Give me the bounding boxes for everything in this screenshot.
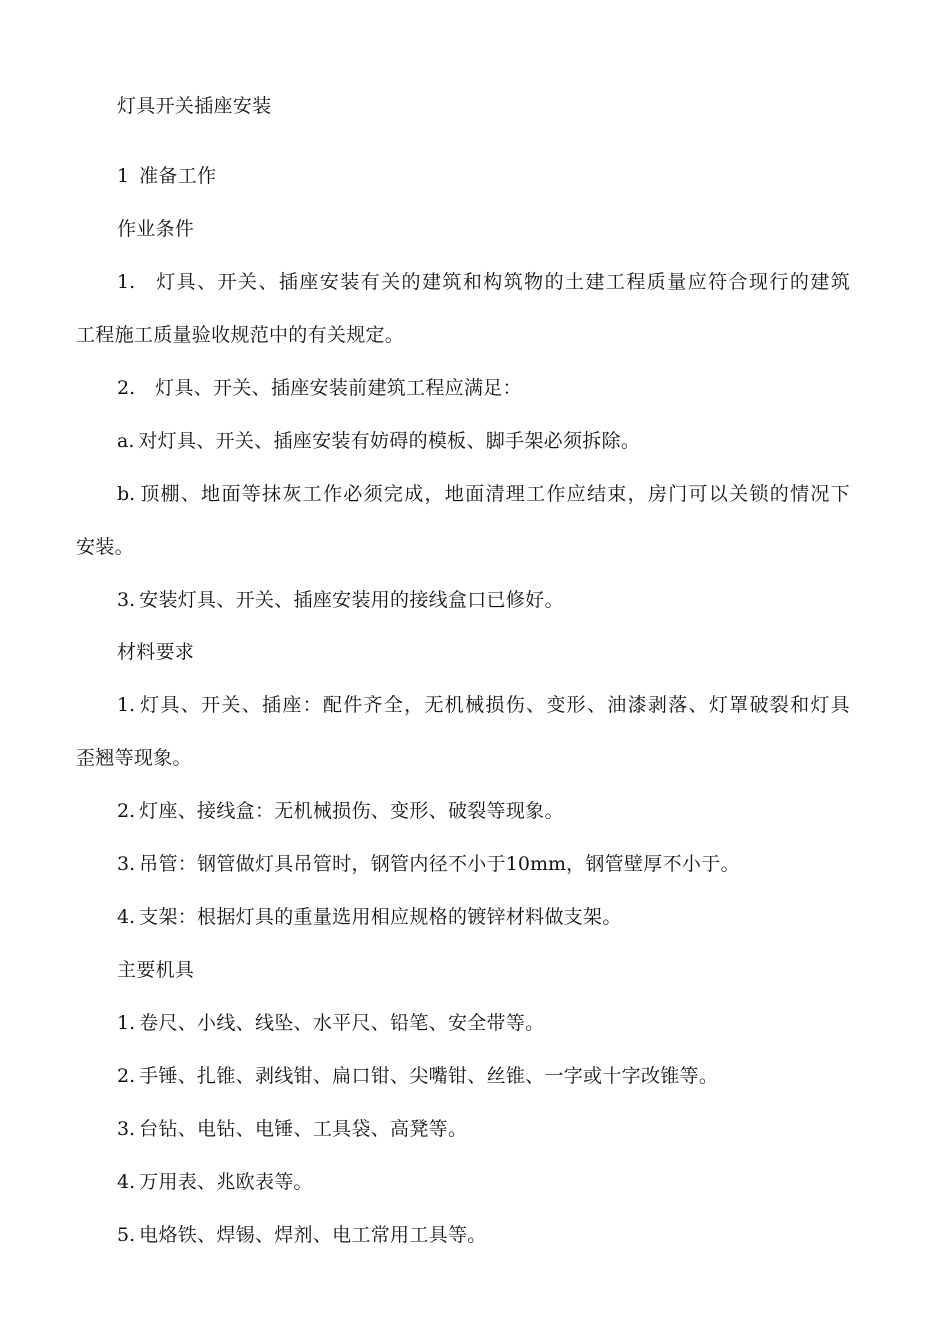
- subheading-main-tools: [117, 958, 194, 982]
- list-number: 1.: [117, 694, 136, 716]
- subheading-material-requirements: [117, 640, 194, 664]
- list-text: 台钻、电钻、电锤、工具袋、高凳等。: [139, 1118, 468, 1140]
- list-number: 2.: [117, 800, 136, 822]
- list-text: 灯座、接线盒：无机械损伤、变形、破裂等现象。: [139, 800, 564, 822]
- tool-item-5: [117, 1223, 487, 1247]
- list-number: 3.: [117, 589, 136, 611]
- tool-item-2: [117, 1064, 718, 1088]
- list-text: 顶棚、地面等抹灰工作必须完成，地面清理工作应结束，房门可以关锁的情况下: [139, 483, 850, 505]
- list-text: 电烙铁、焊锡、焊剂、电工常用工具等。: [139, 1224, 487, 1246]
- list-number: 3.: [117, 1118, 136, 1140]
- work-condition-item-1: [117, 270, 850, 294]
- work-condition-item-2a: [117, 429, 640, 453]
- work-condition-item-2: [117, 376, 522, 400]
- list-text: 手锤、扎锥、剥线钳、扁口钳、尖嘴钳、丝锥、一字或十字改锥等。: [139, 1065, 719, 1087]
- work-condition-item-3: [117, 588, 564, 612]
- measurement-value: 10mm: [505, 853, 567, 875]
- list-text: 安装。: [76, 536, 134, 558]
- list-label: a.: [117, 430, 135, 452]
- list-number: 4.: [117, 1171, 136, 1193]
- list-text: 灯具、开关、插座：配件齐全，无机械损伤、变形、油漆剥落、灯罩破裂和灯具: [139, 694, 850, 716]
- list-text: 支架：根据灯具的重量选用相应规格的镀锌材料做支架。: [139, 906, 622, 928]
- list-text: 对灯具、开关、插座安装有妨碍的模板、脚手架必须拆除。: [138, 430, 641, 452]
- material-item-3: [117, 852, 740, 876]
- tool-item-4: [117, 1170, 313, 1194]
- list-text: 万用表、兆欧表等。: [139, 1171, 313, 1193]
- work-condition-item-1-continuation: [76, 323, 404, 347]
- work-condition-item-2b-continuation: [76, 535, 134, 559]
- list-number: 4.: [117, 906, 136, 928]
- material-item-4: [117, 905, 622, 929]
- list-number: 2.: [117, 377, 136, 399]
- list-number: 2.: [117, 1065, 136, 1087]
- document-title: [117, 94, 271, 118]
- list-number: 5.: [117, 1224, 136, 1246]
- document-title-text: 灯具开关插座安装: [117, 95, 272, 117]
- list-text: 工程施工质量验收规范中的有关规定。: [76, 324, 405, 346]
- list-text: 卷尺、小线、线坠、水平尺、铅笔、安全带等。: [139, 1012, 545, 1034]
- tool-item-1: [117, 1011, 544, 1035]
- list-text: ，钢管壁厚不小于。: [566, 853, 740, 875]
- list-number: 1.: [117, 271, 136, 293]
- list-label: b.: [117, 483, 136, 505]
- material-item-1-continuation: [76, 746, 192, 770]
- list-text: 吊管：钢管做灯具吊管时，钢管内径不小于: [139, 853, 506, 875]
- list-text: 灯具、开关、插座安装前建筑工程应满足：: [155, 377, 522, 399]
- list-number: 1.: [117, 1012, 136, 1034]
- subheading-text: 主要机具: [117, 959, 195, 981]
- list-text: 安装灯具、开关、插座安装用的接线盒口已修好。: [139, 589, 564, 611]
- section-number: 1: [117, 165, 130, 187]
- tool-item-3: [117, 1117, 467, 1141]
- section-heading-preparation: [117, 164, 216, 188]
- material-item-2: [117, 799, 564, 823]
- list-number: 3.: [117, 853, 136, 875]
- list-text: 歪翘等现象。: [76, 747, 192, 769]
- section-heading-text: 准备工作: [139, 165, 217, 187]
- material-item-1: [117, 693, 850, 717]
- work-condition-item-2b: [117, 482, 850, 506]
- subheading-text: 作业条件: [117, 218, 195, 240]
- subheading-work-conditions: [117, 217, 194, 241]
- subheading-text: 材料要求: [117, 641, 195, 663]
- list-text: 灯具、开关、插座安装有关的建筑和构筑物的土建工程质量应符合现行的建筑: [155, 271, 850, 293]
